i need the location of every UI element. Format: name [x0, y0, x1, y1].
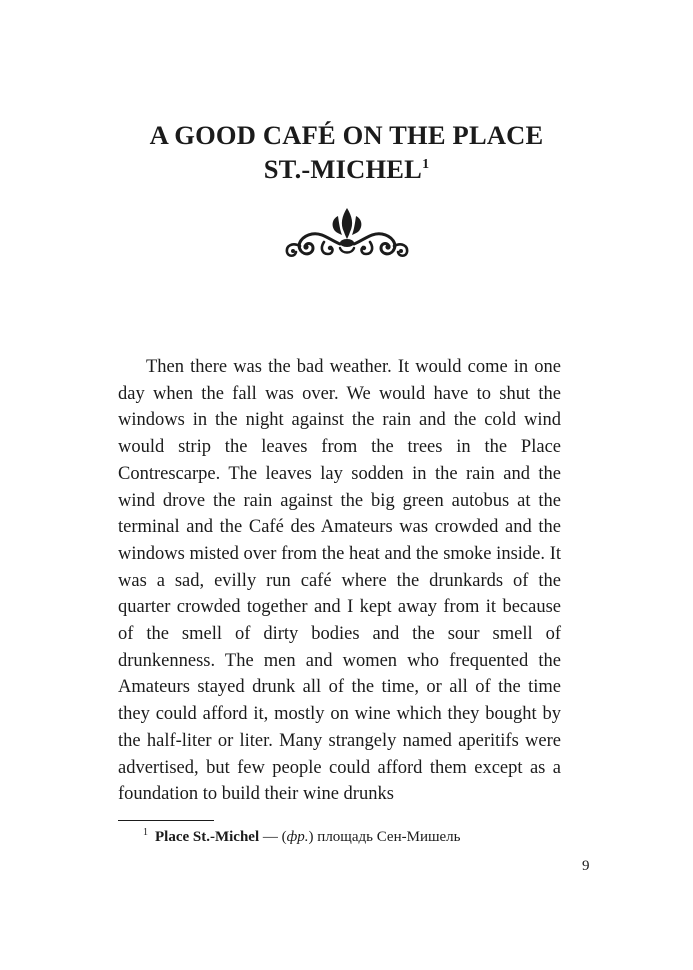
chapter-title-line-2: ST.-MICHEL: [263, 154, 423, 184]
footnote-translation: площадь Сен-Мишель: [317, 829, 461, 845]
chapter-title-line-1: A GOOD CAFÉ ON THE PLACE: [149, 120, 544, 150]
chapter-title: [0, 118, 693, 186]
footnote-mark: 1: [143, 827, 148, 838]
body-paragraph: Then there was the bad weather. It would come in one day when the fall was over. We would have to shut the windows in the night against the rain and the cold wind would strip the leaves from the trees in the Place Contrescarpe. The leaves lay sodden in the rain and the wind drove the rain against the big green autobus at the terminal and the Café des Amateurs was crowded and the windows misted over from the heat and the smoke inside. It was a sad, evilly run café where the drunkards of the quarter crowded together and I kept away from it because of the smell of dirty bodies and the sour smell of drunkenness. The men and women who frequented the Amateurs stayed drunk all of the time, or all of the time they could afford it, mostly on wine which they bought by the half-liter or liter. Many strangely named aperitifs were advertised, but few people could afford them except as a foundation to build their wine drunks: [118, 357, 561, 805]
footnote-dash: — (: [259, 829, 287, 845]
footnote: [143, 827, 461, 847]
title-footnote-ref: 1: [422, 157, 430, 172]
footnote-language: фр.: [286, 829, 309, 845]
footnote-term: Place St.-Michel: [155, 829, 260, 845]
footnote-close: ): [308, 829, 318, 845]
footnote-divider: [118, 820, 214, 821]
fleuron-scroll-ornament-icon: [282, 202, 412, 262]
page-number: 9: [582, 858, 590, 874]
